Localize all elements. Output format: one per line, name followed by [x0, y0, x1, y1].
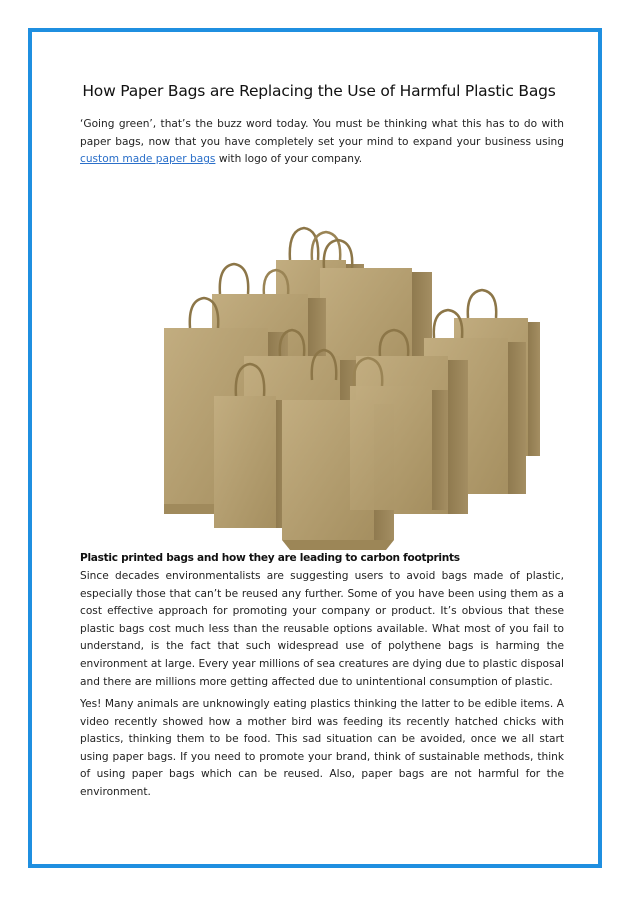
- custom-paper-bags-link[interactable]: custom made paper bags: [80, 153, 216, 166]
- paper-bags-photo: [124, 220, 540, 560]
- page-frame: [28, 28, 602, 868]
- body-paragraph-2: Yes! Many animals are unknowingly eating plastics thinking the latter to be edible items. A video recently showed how a mother bird was feeding its recently hatched chicks with plastics, thinking them to be food. This sad situation can be avoided, once we all start using paper bags. If you need to promote your brand, think of sustainable methods, think of using paper bags which can be reused. Also, paper bags are not harmful for the environment.: [80, 698, 564, 798]
- article-title: How Paper Bags are Replacing the Use of Harmful Plastic Bags: [82, 82, 556, 100]
- intro-text: ‘Going green’, that’s the buzz word today. You must be thinking what this has to do with paper bags, now that you have completely set your mind to expand your business using: [80, 118, 564, 148]
- section-heading: Plastic printed bags and how they are leading to carbon footprints: [80, 552, 460, 564]
- body-paragraph-1: Since decades environmentalists are suggesting users to avoid bags made of plastic, especially those that can’t be reused any further. Some of you have been using them as a cost effective approach for promoting your company or product. It’s obvious that these plastic bags cost much less than the reusable options available. What most of you fail to understand, is the fact that such widespread use of polythene bags is harming the environment at large. Every year millions of sea creatures are dying due to plastic disposal and there are millions more getting affected due to unintentional consumption of plastic.: [80, 570, 564, 688]
- intro-paragraph: [80, 116, 564, 169]
- intro-text-end: with logo of your company.: [215, 153, 363, 166]
